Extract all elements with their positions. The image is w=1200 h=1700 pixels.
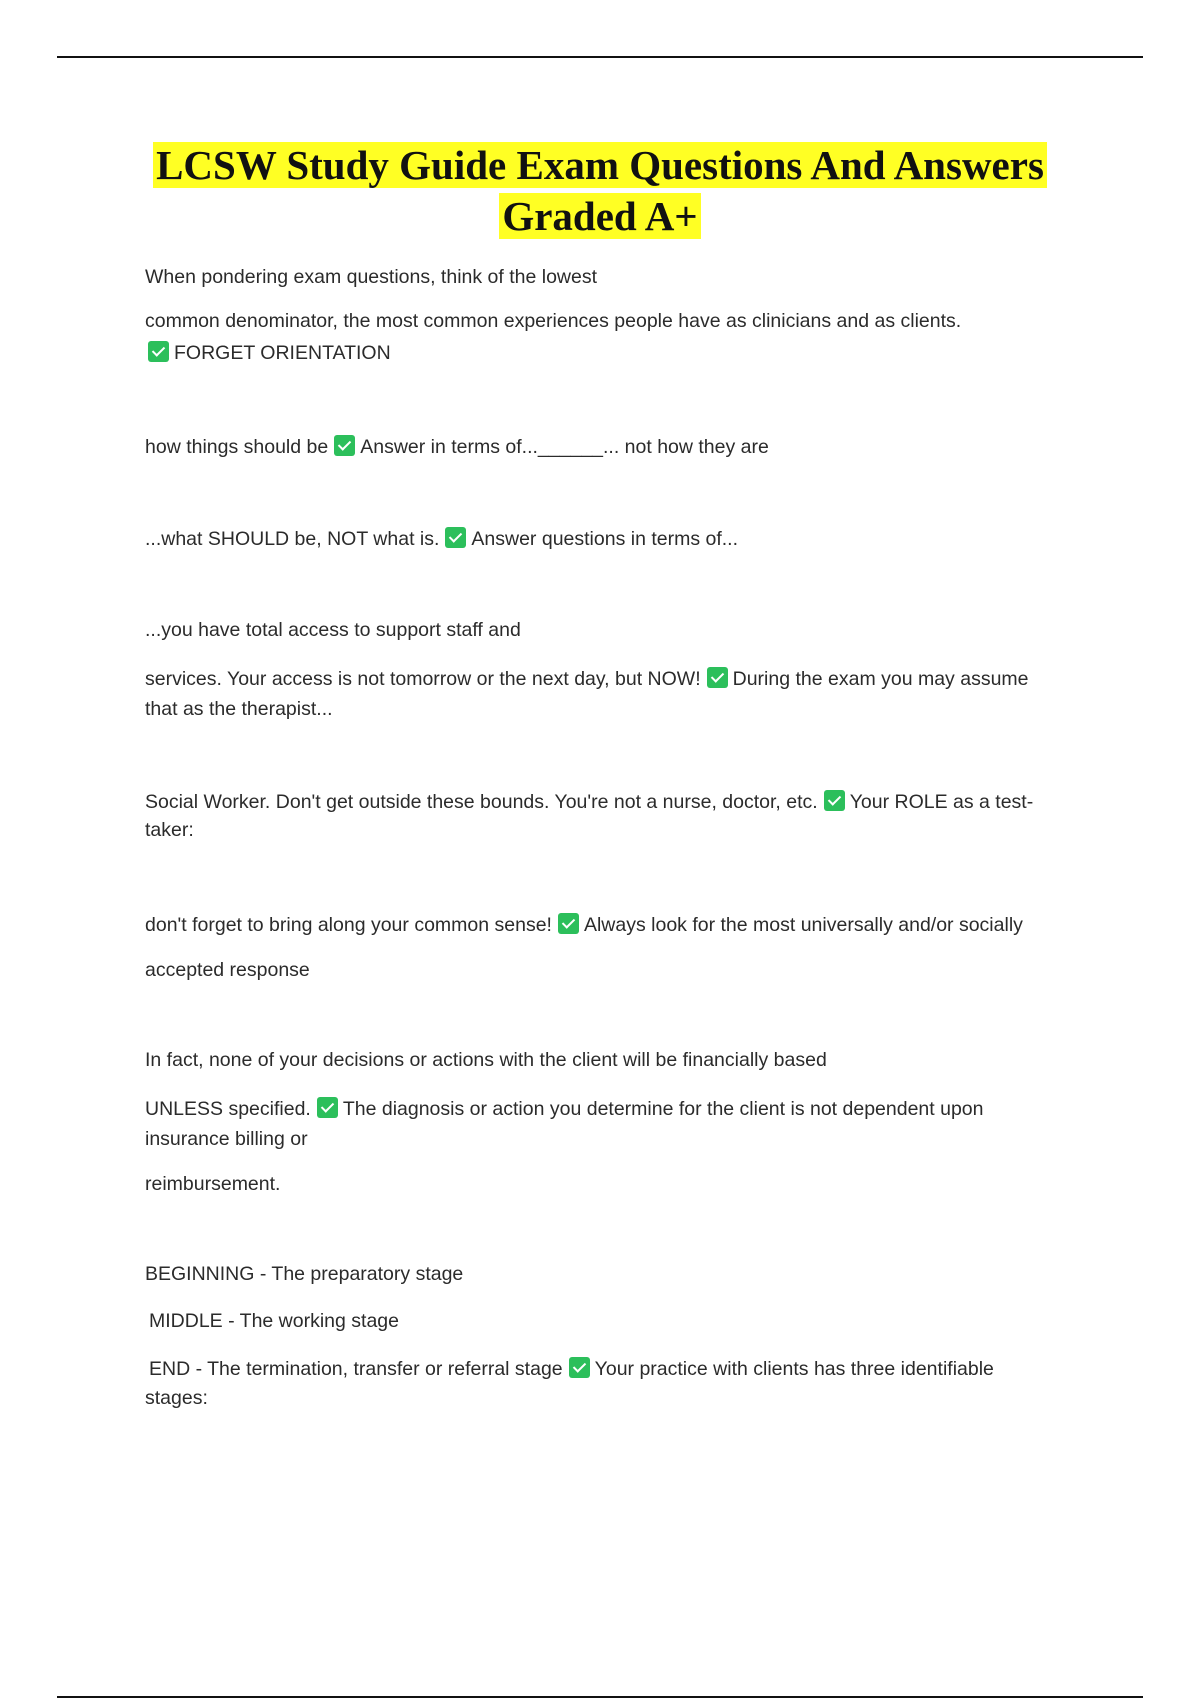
card-8-term: END - The termination, transfer or referral stage [149, 1358, 563, 1380]
card-4-line-1: ...you have total access to support staff and [145, 619, 521, 641]
card-4-line-2 [145, 664, 1085, 694]
card-7-term: UNLESS specified. [145, 1098, 311, 1120]
card-2-line [145, 432, 1085, 462]
card-7-answer-cont: insurance billing or [145, 1128, 308, 1150]
page-title [0, 140, 1200, 242]
card-8-line-1: BEGINNING - The preparatory stage [145, 1263, 464, 1285]
check-box-icon [148, 341, 169, 362]
card-7-line-1: In fact, none of your decisions or actions with the client will be financially based [145, 1049, 827, 1071]
check-box-icon [334, 435, 355, 456]
title-line-2: Graded A+ [499, 193, 700, 239]
check-box-icon [317, 1097, 338, 1118]
card-2-answer: Answer in terms of...______... not how they are [360, 436, 769, 458]
check-box-icon [558, 913, 579, 934]
card-5-answer: Your ROLE as a test- [849, 791, 1034, 813]
card-6-line [145, 910, 1085, 940]
header-rule [57, 56, 1143, 58]
card-8-line-3 [149, 1354, 1089, 1384]
card-7-answer: The diagnosis or action you determine for the client is not dependent upon [342, 1098, 984, 1120]
card-1-answer-line [145, 338, 1085, 368]
card-8-answer-cont: stages: [145, 1387, 208, 1409]
card-4-answer-cont: that as the therapist... [145, 698, 333, 720]
card-4-term: services. Your access is not tomorrow or the next day, but NOW! [145, 668, 701, 690]
card-3-term: ...what SHOULD be, NOT what is. [145, 528, 440, 550]
card-1-line-1: When pondering exam questions, think of the lowest [145, 266, 598, 288]
check-box-icon [824, 790, 845, 811]
card-7-line-after: reimbursement. [145, 1173, 281, 1195]
card-1-answer: FORGET ORIENTATION [174, 342, 391, 364]
card-4-answer: During the exam you may assume [732, 668, 1029, 690]
card-5-line [145, 787, 1085, 817]
check-box-icon [569, 1357, 590, 1378]
card-7-line-2 [145, 1094, 1085, 1124]
card-5-answer-cont: taker: [145, 819, 194, 841]
card-5-term: Social Worker. Don't get outside these bounds. You're not a nurse, doctor, etc. [145, 791, 818, 813]
card-6-answer: Always look for the most universally and/or socially [583, 914, 1023, 936]
card-1-line-2: common denominator, the most common experiences people have as clinicians and as clients. [145, 310, 962, 332]
card-6-line-after: accepted response [145, 959, 310, 981]
card-6-term: don't forget to bring along your common sense! [145, 914, 552, 936]
check-box-icon [445, 527, 466, 548]
card-3-answer: Answer questions in terms of... [471, 528, 739, 550]
title-line-1: LCSW Study Guide Exam Questions And Answers [153, 142, 1047, 188]
card-8-answer: Your practice with clients has three identifiable [594, 1358, 994, 1380]
card-2-term: how things should be [145, 436, 329, 458]
card-3-line [145, 524, 1085, 554]
footer-rule [57, 1696, 1143, 1698]
card-8-line-2: MIDDLE - The working stage [149, 1310, 399, 1332]
check-box-icon [707, 667, 728, 688]
